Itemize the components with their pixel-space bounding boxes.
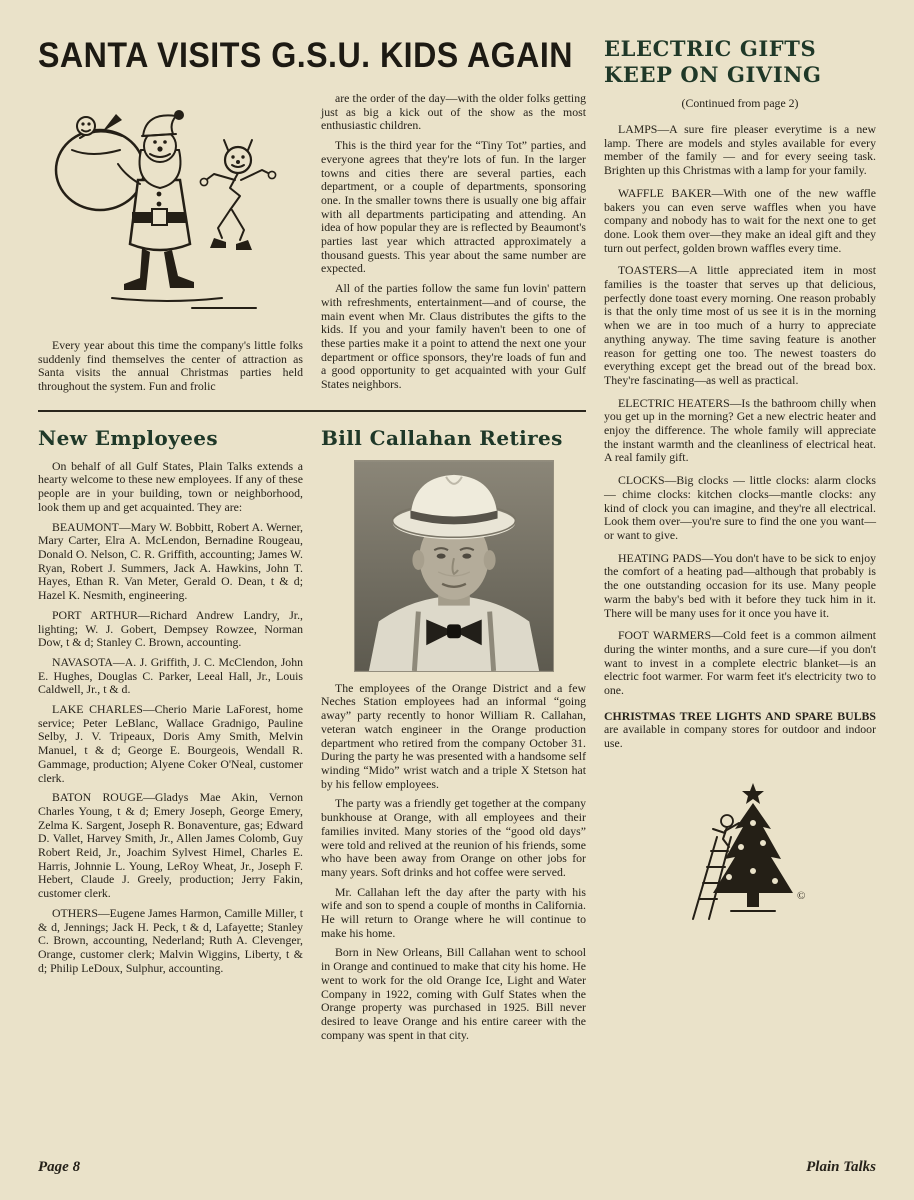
- paragraph: BATON ROUGE—Gladys Mae Akin, Vernon Charles Young, t & d; Emery Joseph, George Emery, Zelma K. Sargent, Joseph R. Bonaventure, gas; Edward D. Vallet, Harvey Smith, Jr., Allen James Colomb, Guy Robert Reid, Jr., Joachim Sylvest Himel, Charles E. Harris, Johnnie L. Young, LeRoy Wheat, Jr., Joseph F. Hebert, Claude J. Greely, production; Jerry Fakin, customer clerk.: [38, 790, 303, 901]
- paragraph: OTHERS—Eugene James Harmon, Camille Miller, t & d, Jennings; Jack H. Peck, t & d, Lafayette; Stanley C. Brown, accounting, Nederland; Ruth A. Clevenger, Orange, customer clerk; Malvin Wiggins, Liberty, t & d; Philip LeDoux, Sulphur, accounting.: [38, 905, 303, 975]
- callahan-article-body: [321, 682, 586, 1043]
- gift-item-clocks: CLOCKS—Big clocks — little clocks: alarm clocks — chime clocks: kitchen clocks—mantle clocks: any kind of clock you can imagine, and they're all electrical. Look them over—you're sure to find the one you want—or want to give.: [604, 473, 876, 542]
- page-footer: [38, 1159, 876, 1176]
- paragraph: This is the third year for the “Tiny Tot” parties, and everyone agrees that they're lots of fun. In the larger towns and cities there are several parties, each department, or a couple of departments, sponsoring one. In the smaller towns there is usually one big affair with all departments participating and attending. An idea of how popular they are is reflected by Beaumont's parties last year which attracted approximately a thousand guests. This year about the same number are expected.: [321, 138, 586, 276]
- christmas-lights-note-lead: CHRISTMAS TREE LIGHTS AND SPARE BULBS: [604, 708, 876, 723]
- paragraph: The employees of the Orange District and a few Neches Station employees had an informal “going away” party recently to honor William R. Callahan, veteran watch engineer in the Orange production department who retired from the company October 31. During the party he was presented with a handsome self winding “Mido” wrist watch and a triple X Stetson hat by his fellow employees.: [321, 680, 586, 791]
- callahan-title: Bill Callahan Retires: [321, 425, 563, 450]
- callahan-article: [321, 424, 586, 1049]
- paragraph: The party was a friendly get together at the company bunkhouse at Orange, with all employees and their families invited. Many stories of the “good old days” were told and relived at the reunion of his friends, some who have been away from Orange on other jobs for many years. Soft drinks and hot coffee were served.: [321, 796, 586, 879]
- paragraph: PORT ARTHUR—Richard Andrew Landry, Jr., lighting; W. J. Gobert, Dempsey Rowzee, Norman Dow, t & d; Stanley C. Brown, accounting.: [38, 607, 303, 650]
- gift-item-waffle-baker: WAFFLE BAKER—With one of the new waffle bakers you can even serve waffles when you have company and nobody has to wait for the next one to get done. Look them over—they make an ideal gift and they turn out perfect, golden brown waffles every time.: [604, 185, 876, 255]
- new-employees-title: New Employees: [38, 425, 219, 450]
- santa-article-body: [321, 92, 586, 398]
- electric-gifts-body: [604, 123, 876, 698]
- paragraph: Born in New Orleans, Bill Callahan went to school in Orange and continued to make that city his home. He went to work for the old Orange Ice, Light and Water Company in 1922, coming with Gulf States when the Orange property was purchased in 1925. Bill never desired to leave Orange and his entire career with the company was spent in that city.: [321, 945, 586, 1042]
- paragraph: BEAUMONT—Mary W. Bobbitt, Robert A. Werner, Mary Carter, Elra A. McLendon, Bernadine Rougeau, Donald O. Nelson, C. R. Griffith, accounting; James W. Ryan, Robert J. Summers, Jack A. Hawkins, John T. Hayes, Ethan R. Van Meter, Gerald O. Dean, t & d; Hazel K. Nesmith, engineering.: [38, 519, 303, 603]
- electric-gifts-title-line2: KEEP ON GIVING: [604, 62, 822, 87]
- callahan-photo: [354, 460, 554, 672]
- gift-item-electric-heaters: ELECTRIC HEATERS—Is the bathroom chilly when you get up in the morning? Get a new electric heater and enjoy the difference. The whole family will appreciate the instant warmth and the cleanliness of electrical heat. A real family gift.: [604, 395, 876, 465]
- santa-illustration-caption: Every year about this time the company's little folks suddenly find themselves the center of attraction as Santa visits the annual Christmas parties held throughout the system. Fun and frolic: [38, 338, 303, 394]
- christmas-lights-note-rest: are available in company stores for outdoor and indoor use.: [604, 722, 876, 751]
- electric-gifts-title: [604, 36, 876, 88]
- footer-page-number: Page 8: [38, 1159, 81, 1175]
- santa-article: [38, 92, 586, 398]
- paragraph: Mr. Callahan left the day after the party with his wife and son to spend a couple of months in California. He will return to Orange where he will continue to make his home.: [321, 884, 586, 940]
- electric-gifts-article: [604, 34, 876, 1048]
- gift-item-toasters: TOASTERS—A little appreciated item in most families is the toaster that serves up that delicious, perfectly done toast every morning. One reason probably is that the only time most of us see it is in the morning when we are in too much of a hurry to appreciate anything anyway. The time saving feature is another reason for getting one too. The newest toasters do everything except get the bread out of the bread box. They're fascinating—as well as practical.: [604, 263, 876, 387]
- gift-item-foot-warmers: FOOT WARMERS—Cold feet is a common ailment during the winter months, and a sure cure—if you don't want to invest in a complete electric blanket—is an electric foot warmer. For warm feet it's electricity two to one.: [604, 628, 876, 698]
- paragraph: All of the parties follow the same fun lovin' pattern with refreshments, entertainment—and of course, the main event when Mr. Claus distributes the gifts to the kids. If you and your family haven't been to one of these parties make it a point to attend the next one your department or office sponsors, they're loads of fun and a good opportunity to get acquainted with your Gulf States neighbors.: [321, 281, 586, 392]
- new-employees-article: [38, 424, 303, 1049]
- santa-article-headline: SANTA VISITS G.S.U. KIDS AGAIN: [38, 36, 574, 75]
- santa-reddy-illustration: [42, 92, 292, 324]
- christmas-lights-note: [604, 710, 876, 751]
- paragraph: LAKE CHARLES—Cherio Marie LaForest, home service; Peter LeBlanc, Wallace Gradnigo, Pauline Selby, J. V. Tripeaux, Doris Amy Smith, Melvin Manuel, t & d; George E. Bourgeois, Wendall R. Gammage, production; Alyene Coker O'Neal, customer clerk.: [38, 702, 303, 785]
- paragraph: are the order of the day—with the older folks getting just as big a kick out of the show as the most enthusiastic children.: [321, 91, 586, 133]
- footer-publication-name: Plain Talks: [806, 1159, 876, 1175]
- svg-text:©: ©: [797, 889, 806, 902]
- christmas-tree-illustration: [665, 777, 815, 927]
- gift-item-heating-pads: HEATING PADS—You don't have to be sick to enjoy the comfort of a heating pad—although that probably is the one outstanding occasion for its use. Many people warm the baby's bed with it before they tuck him in it. There will be many uses for it once you have it.: [604, 550, 876, 620]
- paragraph: NAVASOTA—A. J. Griffith, J. C. McClendon, John E. Hughes, Douglas C. Parker, Leeal Hall, Jr., Louis Caldwell, Jr., t & d.: [38, 654, 303, 697]
- electric-gifts-title-line1: ELECTRIC GIFTS: [604, 36, 817, 61]
- gift-item-lamps: LAMPS—A sure fire pleaser everytime is a new lamp. There are models and styles available for every member of the family — and for every seeing task. Brighten up this Christmas with a lamp for your family.: [604, 122, 876, 178]
- section-divider: [38, 410, 586, 412]
- paragraph: On behalf of all Gulf States, Plain Talks extends a hearty welcome to these new employees. If any of these people are in your building, town or neighborhood, look them up and get acquainted. They are:: [38, 458, 303, 514]
- continued-from-note: (Continued from page 2): [681, 96, 799, 110]
